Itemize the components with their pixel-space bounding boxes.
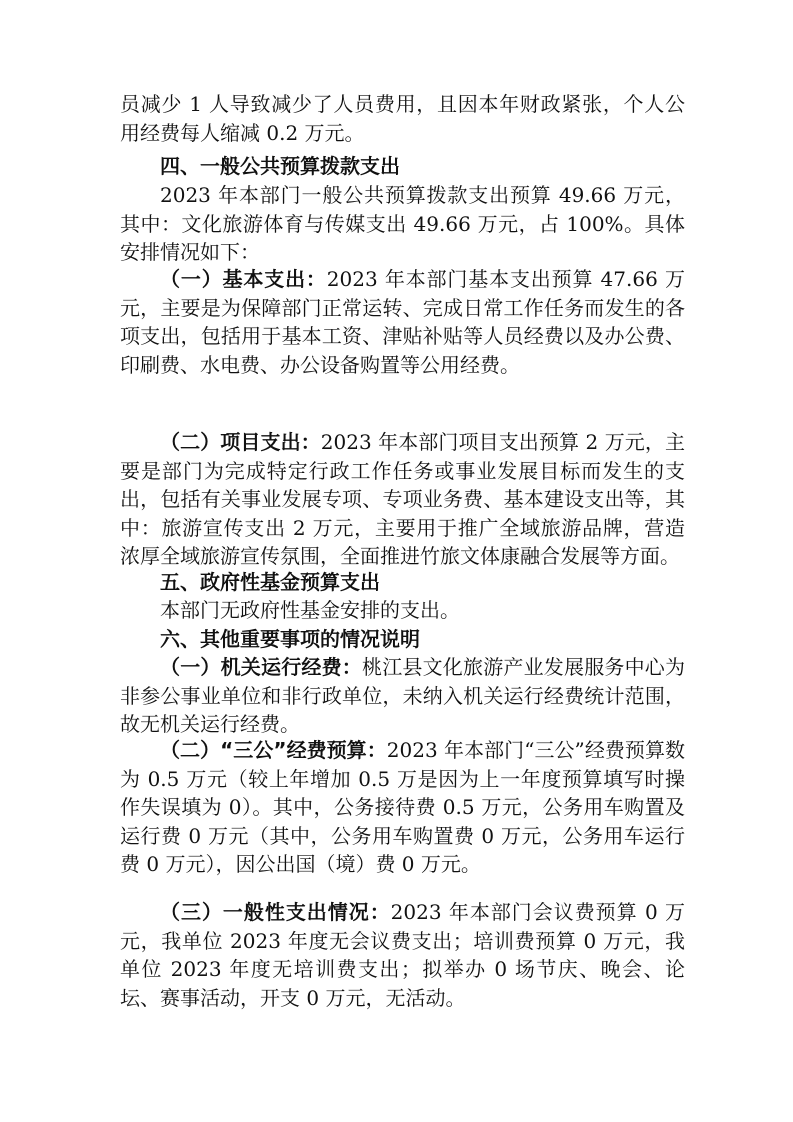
basic-expenditure-label: （一）基本支出： (160, 267, 327, 291)
section-4-heading: 四、一般公共预算拨款支出 (160, 154, 400, 178)
operating-costs-text: 桃江县文化旅游产业发展服务中心为非参公事业单位和非行政单位，未纳入机关运行经费统计范围，故无机关运行经费。 (120, 655, 685, 737)
general-expenditure-text: 2023 年本部门会议费预算 0 万元，我单位 2023 年度无会议费支出；培训费预算 0 万元，我单位 2023 年度无培训费支出；拟举办 0 场节庆、晚会、论坛、赛事活动，开支 0 万元，无活动。 (120, 900, 686, 1010)
operating-costs-label: （一）机关运行经费： (160, 655, 362, 679)
section-5-heading: 五、政府性基金预算支出 (160, 570, 380, 594)
project-expenditure-paragraph (120, 428, 685, 571)
basic-expenditure-text: 2023 年本部门基本支出预算 47.66 万元，主要是为保障部门正常运转、完成日常工作任务而发生的各项支出，包括用于基本工资、津贴补贴等人员经费以及办公费、印刷费、水电费、办公设备购置等公用经费。 (120, 267, 686, 377)
section-5-paragraph: 本部门无政府性基金安排的支出。 (160, 598, 460, 622)
three-public-text: 2023 年本部门“三公”经费预算数为 0.5 万元（较上年增加 0.5 万是因为上一年度预算填写时操作失误填为 0）。其中，公务接待费 0.5 万元，公务用车购置及运行费 0 万元（其中，公务用车购置费 0 万元，公务用车运行费 0 万元），因公出国（境）费 0 万元。 (120, 738, 685, 877)
general-expenditure-paragraph (120, 898, 685, 1012)
section-6-heading: 六、其他重要事项的情况说明 (160, 627, 420, 651)
three-public-label: （二）“三公”经费预算： (160, 738, 387, 762)
basic-expenditure-paragraph (120, 265, 685, 379)
general-expenditure-label: （三）一般性支出情况： (160, 900, 391, 924)
section-4-paragraph: 2023 年本部门一般公共预算拨款支出预算 49.66 万元，其中：文化旅游体育与传媒支出 49.66 万元，占 100%。具体安排情况如下： (120, 183, 685, 265)
operating-costs-paragraph (120, 653, 685, 739)
intro-paragraph: 员减少 1 人导致减少了人员费用，且因本年财政紧张，个人公用经费每人缩减 0.2 万元。 (120, 92, 685, 145)
project-expenditure-label: （二）项目支出： (160, 430, 321, 454)
project-expenditure-text: 2023 年本部门项目支出预算 2 万元，主要是部门为完成特定行政工作任务或事业发展目标而发生的支出，包括有关事业发展专项、专项业务费、基本建设支出等，其中：旅游宣传支出 2 万元，主要用于推广全域旅游品牌，营造浓厚全域旅游宣传氛围，全面推进竹旅文体康融合发展等方面。 (120, 430, 685, 569)
three-public-paragraph (120, 736, 685, 879)
